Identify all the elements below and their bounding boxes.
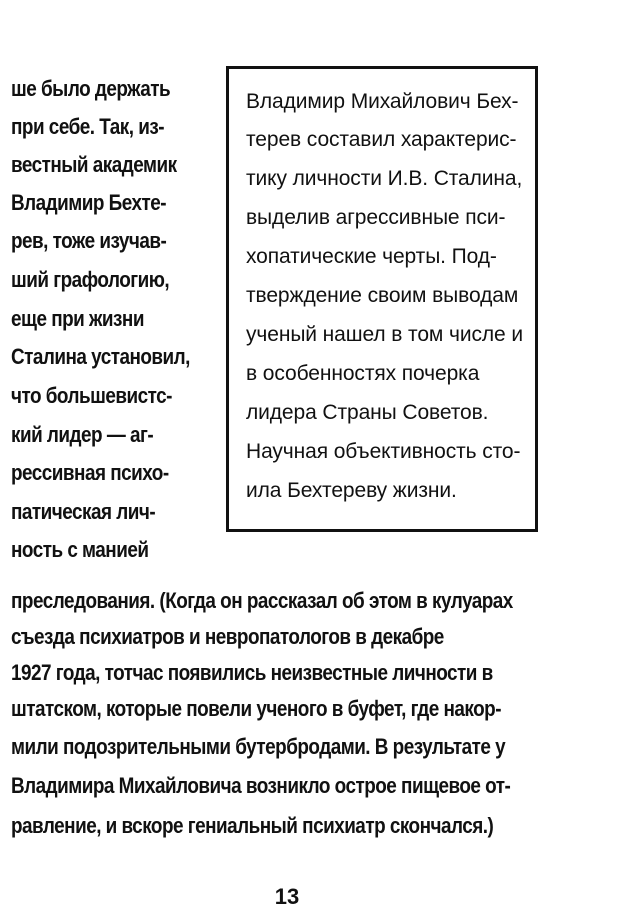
left-line-3: вестный академик xyxy=(11,152,177,177)
left-line-5: рев, тоже изучав- xyxy=(11,228,167,253)
left-line-10: кий лидер — аг- xyxy=(11,422,154,447)
body-line-4: штатском, которые повели ученого в буфет, где накор- xyxy=(11,696,501,721)
left-line-9: что большевистс- xyxy=(11,383,172,408)
sidebar-line-3: тику личности И.В. Сталина, xyxy=(246,167,523,190)
sidebar-line-10: Научная объективность сто- xyxy=(246,440,521,463)
sidebar-line-9: лидера Страны Советов. xyxy=(246,401,489,424)
body-line-3: 1927 года, тотчас появились неизвестные личности в xyxy=(11,660,493,685)
sidebar-line-1: Владимир Михайлович Бех- xyxy=(246,90,519,113)
left-line-4: Владимир Бехте- xyxy=(11,190,167,215)
left-line-8: Сталина установил, xyxy=(11,344,190,369)
sidebar-line-8: в особенностях почерка xyxy=(246,362,480,385)
sidebar-line-4: выделив агрессивные пси- xyxy=(246,206,506,229)
page-number: 13 xyxy=(274,884,300,909)
sidebar-line-5: хопатические черты. Под- xyxy=(246,245,497,268)
left-line-12: патическая лич- xyxy=(11,499,156,524)
left-line-13: ность с манией xyxy=(11,537,149,562)
left-line-2: при себе. Так, из- xyxy=(11,114,165,139)
body-line-7: равление, и вскоре гениальный психиатр скончался.) xyxy=(11,813,494,838)
sidebar-line-6: тверждение своим выводам xyxy=(246,284,519,307)
body-line-5: мили подозрительными бутербродами. В результате у xyxy=(11,734,506,759)
left-line-1: ше было держать xyxy=(11,76,171,101)
body-line-6: Владимира Михайловича возникло острое пищевое от- xyxy=(11,773,511,798)
left-line-7: еще при жизни xyxy=(11,306,144,331)
body-line-2: съезда психиатров и невропатологов в декабре xyxy=(11,624,444,649)
sidebar-line-11: ила Бехтереву жизни. xyxy=(246,479,457,502)
left-line-6: ший графологию, xyxy=(11,267,170,292)
sidebar-line-7: ученый нашел в том числе и xyxy=(246,323,523,346)
sidebar-box xyxy=(226,66,538,532)
body-line-1: преследования. (Когда он рассказал об этом в кулуарах xyxy=(11,588,513,613)
sidebar-line-2: терев составил характерис- xyxy=(246,128,517,151)
left-line-11: рессивная психо- xyxy=(11,460,169,485)
